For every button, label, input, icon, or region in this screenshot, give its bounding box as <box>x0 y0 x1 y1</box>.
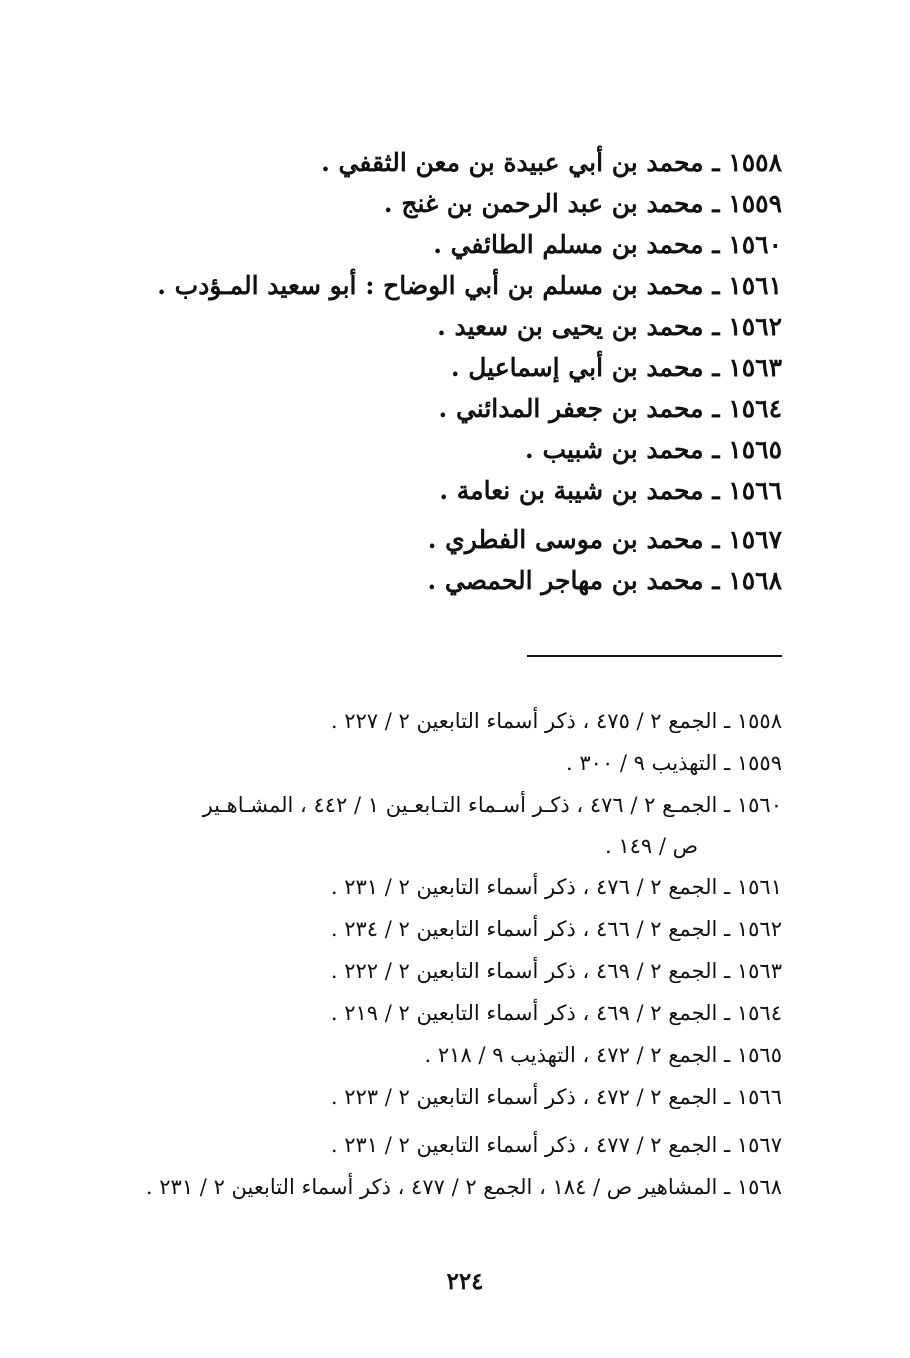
footnote-1560-continuation: ص / ١٤٩ . <box>604 834 698 858</box>
footnote-1564: ١٥٦٤ ـ الجمع ٢ / ٤٦٩ ، ذكر أسماء التابعين ٢ / ٢١٩ . <box>330 1001 782 1025</box>
footnote-1567: ١٥٦٧ ـ الجمع ٢ / ٤٧٧ ، ذكر أسماء التابعين ٢ / ٢٣١ . <box>330 1133 782 1157</box>
entry-1565: ١٥٦٥ ـ محمد بن شبيب . <box>525 435 782 464</box>
entry-1566: ١٥٦٦ ـ محمد بن شيبة بن نعامة . <box>439 476 782 505</box>
footnote-divider <box>527 655 782 657</box>
footnote-1561: ١٥٦١ ـ الجمع ٢ / ٤٧٦ ، ذكر أسماء التابعين ٢ / ٢٣١ . <box>330 875 782 899</box>
entry-1561: ١٥٦١ ـ محمد بن مسلم بن أبي الوضاح : أبو سعيد المـؤدب . <box>157 271 782 300</box>
footnote-1566: ١٥٦٦ ـ الجمع ٢ / ٤٧٢ ، ذكر أسماء التابعين ٢ / ٢٢٣ . <box>330 1085 782 1109</box>
page-number: ٢٢٤ <box>446 1268 484 1295</box>
entries-list <box>142 142 782 601</box>
footnote-1565: ١٥٦٥ ـ الجمع ٢ / ٤٧٢ ، التهذيب ٩ / ٢١٨ . <box>424 1043 782 1067</box>
footnote-1562: ١٥٦٢ ـ الجمع ٢ / ٤٦٦ ، ذكر أسماء التابعين ٢ / ٢٣٤ . <box>330 917 782 941</box>
entry-1560: ١٥٦٠ ـ محمد بن مسلم الطائفي . <box>433 230 782 259</box>
entry-1567: ١٥٦٧ ـ محمد بن موسى الفطري . <box>427 525 782 554</box>
footnote-1560: ١٥٦٠ ـ الجمـع ٢ / ٤٧٦ ، ذكـر أسـماء التـابعـين ١ / ٤٤٢ ، المشـاهـير <box>202 793 782 817</box>
entry-1564: ١٥٦٤ ـ محمد بن جعفر المدائني . <box>438 394 782 423</box>
entry-1558: ١٥٥٨ ـ محمد بن أبي عبيدة بن معن الثقفي . <box>321 148 782 177</box>
entry-1562: ١٥٦٢ ـ محمد بن يحيى بن سعيد . <box>437 312 782 341</box>
footnote-1559: ١٥٥٩ ـ التهذيب ٩ / ٣٠٠ . <box>566 751 782 775</box>
entry-1559: ١٥٥٩ ـ محمد بن عبد الرحمن بن غنج . <box>383 189 782 218</box>
entry-1568: ١٥٦٨ ـ محمد بن مهاجر الحمصي . <box>427 566 782 595</box>
footnote-1568: ١٥٦٨ ـ المشاهير ص / ١٨٤ ، الجمع ٢ / ٤٧٧ ، ذكر أسماء التابعين ٢ / ٢٣١ . <box>145 1175 782 1199</box>
entry-1563: ١٥٦٣ ـ محمد بن أبي إسماعيل . <box>450 353 782 382</box>
footnote-1558: ١٥٥٨ ـ الجمع ٢ / ٤٧٥ ، ذكر أسماء التابعين ٢ / ٢٢٧ . <box>330 709 782 733</box>
footnotes-list <box>97 700 782 1208</box>
footnote-1563: ١٥٦٣ ـ الجمع ٢ / ٤٦٩ ، ذكر أسماء التابعين ٢ / ٢٢٢ . <box>330 959 782 983</box>
